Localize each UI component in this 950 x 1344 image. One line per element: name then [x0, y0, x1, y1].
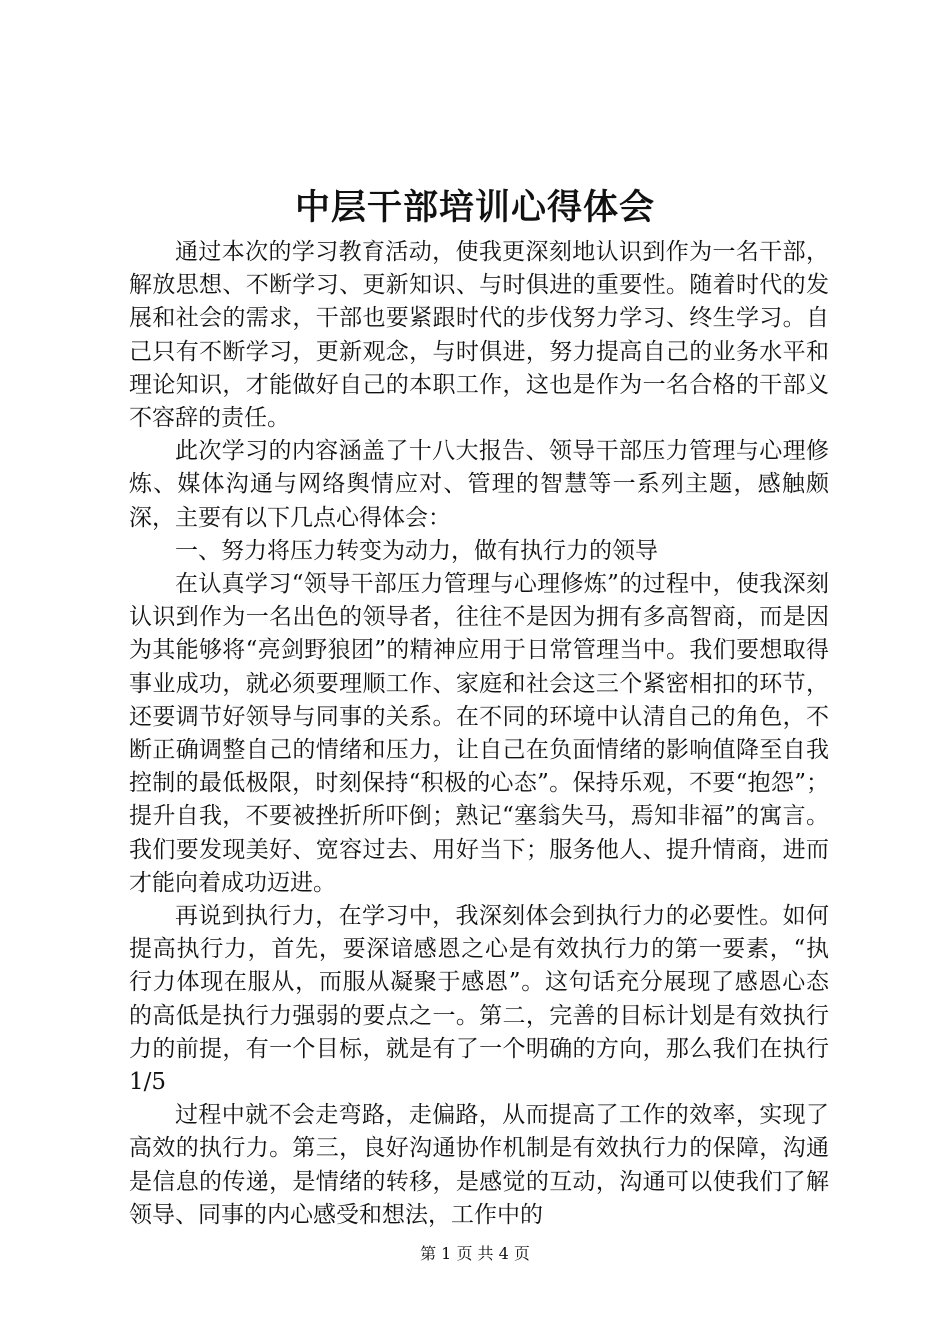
page-footer: 第 1 页 共 4 页 [420, 1244, 530, 1263]
section-heading-1: 一、努力将压力转变为动力，做有执行力的领导 [175, 537, 658, 564]
document-body [129, 236, 829, 1232]
paragraph-1: 通过本次的学习教育活动，使我更深刻地认识到作为一名干部，解放思想、不断学习、更新知识、与时俱进的重要性。随着时代的发展和社会的需求，干部也要紧跟时代的步伐努力学习、终生学习。自己只有不断学习，更新观念，与时俱进，努力提高自己的业务水平和理论知识，才能做好自己的本职工作，这也是作为一名合格的干部义不容辞的责任。 [129, 239, 829, 432]
paragraph-3: 在认真学习“领导干部压力管理与心理修炼”的过程中，使我深刻认识到作为一名出色的领导者，往往不是因为拥有多高智商，而是因为其能够将“亮剑野狼团”的精神应用于日常管理当中。我们要想取得事业成功，就必须要理顺工作、家庭和社会这三个紧密相扣的环节，还要调节好领导与同事的关系。在不同的环境中认清自己的角色，不断正确调整自己的情绪和压力，让自己在负面情绪的影响值降至自我控制的最低极限，时刻保持“积极的心态”。保持乐观，不要“抱怨”；提升自我，不要被挫折所吓倒；熟记“塞翁失马，焉知非福”的寓言。我们要发现美好、宽容过去、用好当下；服务他人、提升情商，进而才能向着成功迈进。 [129, 571, 829, 896]
paragraph-5: 过程中就不会走弯路，走偏路，从而提高了工作的效率，实现了高效的执行力。第三，良好沟通协作机制是有效执行力的保障，沟通是信息的传递，是情绪的转移，是感觉的互动，沟通可以使我们了解领导、同事的内心感受和想法，工作中的 [129, 1102, 829, 1228]
document-title: 中层干部培训心得体会 [294, 187, 655, 228]
paragraph-2: 此次学习的内容涵盖了十八大报告、领导干部压力管理与心理修炼、媒体沟通与网络舆情应对、管理的智慧等一系列主题，感触颇深，主要有以下几点心得体会： [129, 438, 829, 531]
paragraph-4: 再说到执行力，在学习中，我深刻体会到执行力的必要性。如何提高执行力，首先，要深谙感恩之心是有效执行力的第一要素，“执行力体现在服从，而服从凝聚于感恩”。这句话充分展现了感恩心态的高低是执行力强弱的要点之一。第二，完善的目标计划是有效执行力的前提，有一个目标，就是有了一个明确的方向，那么我们在执行 1/5 [129, 903, 829, 1096]
